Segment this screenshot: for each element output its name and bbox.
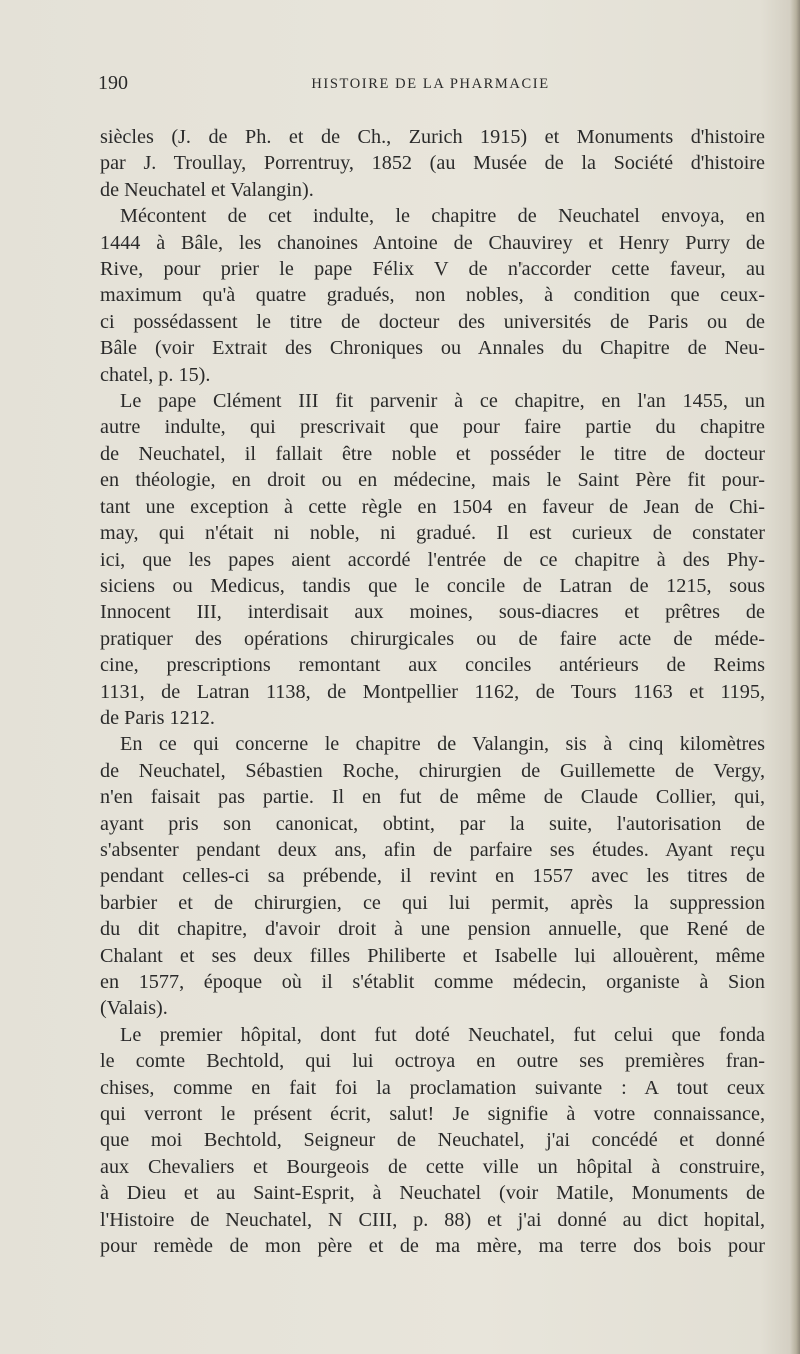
text-line: de Neuchatel, Sébastien Roche, chirurgien de Guillemette de Vergy, bbox=[100, 759, 765, 782]
text-line: siciens ou Medicus, tandis que le concile de Latran de 1215, sous bbox=[100, 574, 765, 597]
text-line: ci possédassent le titre de docteur des universités de Paris ou de bbox=[100, 310, 765, 333]
page-header bbox=[98, 72, 763, 98]
text-line: Innocent III, interdisait aux moines, sous-diacres et prêtres de bbox=[100, 601, 765, 624]
text-line: barbier et de chirurgien, ce qui lui permit, après la suppression bbox=[100, 891, 765, 914]
text-line: pendant celles-ci sa prébende, il revint en 1557 avec les titres de bbox=[100, 865, 765, 888]
text-line: tant une exception à cette règle en 1504 en faveur de Jean de Chi- bbox=[100, 495, 765, 518]
text-line: de Neuchatel et Valangin). bbox=[100, 178, 314, 201]
text-line: de Paris 1212. bbox=[100, 706, 215, 729]
text-line: à Dieu et au Saint-Esprit, à Neuchatel (voir Matile, Monuments de bbox=[100, 1182, 765, 1205]
page-edge-shadow bbox=[790, 0, 800, 1354]
text-line: En ce qui concerne le chapitre de Valangin, sis à cinq kilomètres bbox=[120, 733, 765, 756]
paragraph bbox=[100, 124, 765, 203]
text-line: que moi Bechtold, Seigneur de Neuchatel, j'ai concédé et donné bbox=[100, 1129, 765, 1152]
text-line: Le premier hôpital, dont fut doté Neuchatel, fut celui que fonda bbox=[120, 1023, 765, 1046]
page-number: 190 bbox=[98, 72, 128, 94]
text-line: le comte Bechtold, qui lui octroya en outre ses premières fran- bbox=[100, 1050, 765, 1073]
text-line: may, qui n'était ni noble, ni gradué. Il est curieux de constater bbox=[100, 522, 765, 545]
text-line: Bâle (voir Extrait des Chroniques ou Annales du Chapitre de Neu- bbox=[100, 337, 765, 360]
text-line: Chalant et ses deux filles Philiberte et Isabelle lui allouèrent, même bbox=[100, 944, 765, 967]
text-line: siècles (J. de Ph. et de Ch., Zurich 1915) et Monuments d'histoire bbox=[100, 126, 765, 148]
text-line: maximum qu'à quatre gradués, non nobles, à condition que ceux- bbox=[100, 284, 765, 307]
paragraph bbox=[100, 388, 765, 731]
paper-speck bbox=[520, 262, 523, 265]
text-line: de Neuchatel, il fallait être noble et posséder le titre de docteur bbox=[100, 442, 765, 465]
text-line: ayant pris son canonicat, obtint, par la suite, l'autorisation de bbox=[100, 812, 765, 835]
text-line: ici, que les papes aient accordé l'entrée de ce chapitre à des Phy- bbox=[100, 548, 765, 571]
text-line: 1131, de Latran 1138, de Montpellier 1162, de Tours 1163 et 1195, bbox=[100, 680, 765, 703]
paragraph bbox=[100, 1022, 765, 1260]
text-line: pratiquer des opérations chirurgicales ou de faire acte de méde- bbox=[100, 627, 765, 650]
text-line: Rive, pour prier le pape Félix V de n'accorder cette faveur, au bbox=[100, 258, 765, 281]
paragraph bbox=[100, 203, 765, 388]
paragraph bbox=[100, 731, 765, 1021]
paper-speck bbox=[585, 960, 589, 964]
text-line: aux Chevaliers et Bourgeois de cette ville un hôpital à construire, bbox=[100, 1155, 765, 1178]
text-line: s'absenter pendant deux ans, afin de parfaire ses études. Ayant reçu bbox=[100, 838, 765, 861]
text-line: l'Histoire de Neuchatel, N CIII, p. 88) et j'ai donné au dict hopital, bbox=[100, 1208, 765, 1231]
text-line: autre indulte, qui prescrivait que pour faire partie du chapitre bbox=[100, 416, 765, 439]
running-title: HISTOIRE DE LA PHARMACIE bbox=[311, 76, 550, 92]
paper-speck bbox=[232, 1110, 235, 1113]
text-line: Le pape Clément III fit parvenir à ce chapitre, en l'an 1455, un bbox=[120, 390, 765, 413]
text-line: 1444 à Bâle, les chanoines Antoine de Chauvirey et Henry Purry de bbox=[100, 231, 765, 254]
text-line: pour remède de mon père et de ma mère, ma terre dos bois pour bbox=[100, 1235, 765, 1258]
text-line: (Valais). bbox=[100, 997, 168, 1020]
body-text bbox=[100, 124, 765, 1259]
text-line: Mécontent de cet indulte, le chapitre de Neuchatel envoya, en bbox=[120, 205, 765, 228]
text-line: en théologie, en droit ou en médecine, mais le Saint Père fit pour- bbox=[100, 469, 765, 492]
text-line: chises, comme en fait foi la proclamation suivante : A tout ceux bbox=[100, 1076, 765, 1099]
text-line: qui verront le présent écrit, salut! Je signifie à votre connaissance, bbox=[100, 1103, 765, 1126]
text-line: chatel, p. 15). bbox=[100, 363, 211, 386]
text-line: cine, prescriptions remontant aux conciles antérieurs de Reims bbox=[100, 654, 765, 677]
text-line: par J. Troullay, Porrentruy, 1852 (au Musée de la Société d'histoire bbox=[100, 152, 765, 175]
text-line: n'en faisait pas partie. Il en fut de même de Claude Collier, qui, bbox=[100, 786, 765, 809]
text-line: en 1577, époque où il s'établit comme médecin, organiste à Sion bbox=[100, 971, 765, 993]
text-line: du dit chapitre, d'avoir droit à une pension annuelle, que René de bbox=[100, 918, 765, 941]
